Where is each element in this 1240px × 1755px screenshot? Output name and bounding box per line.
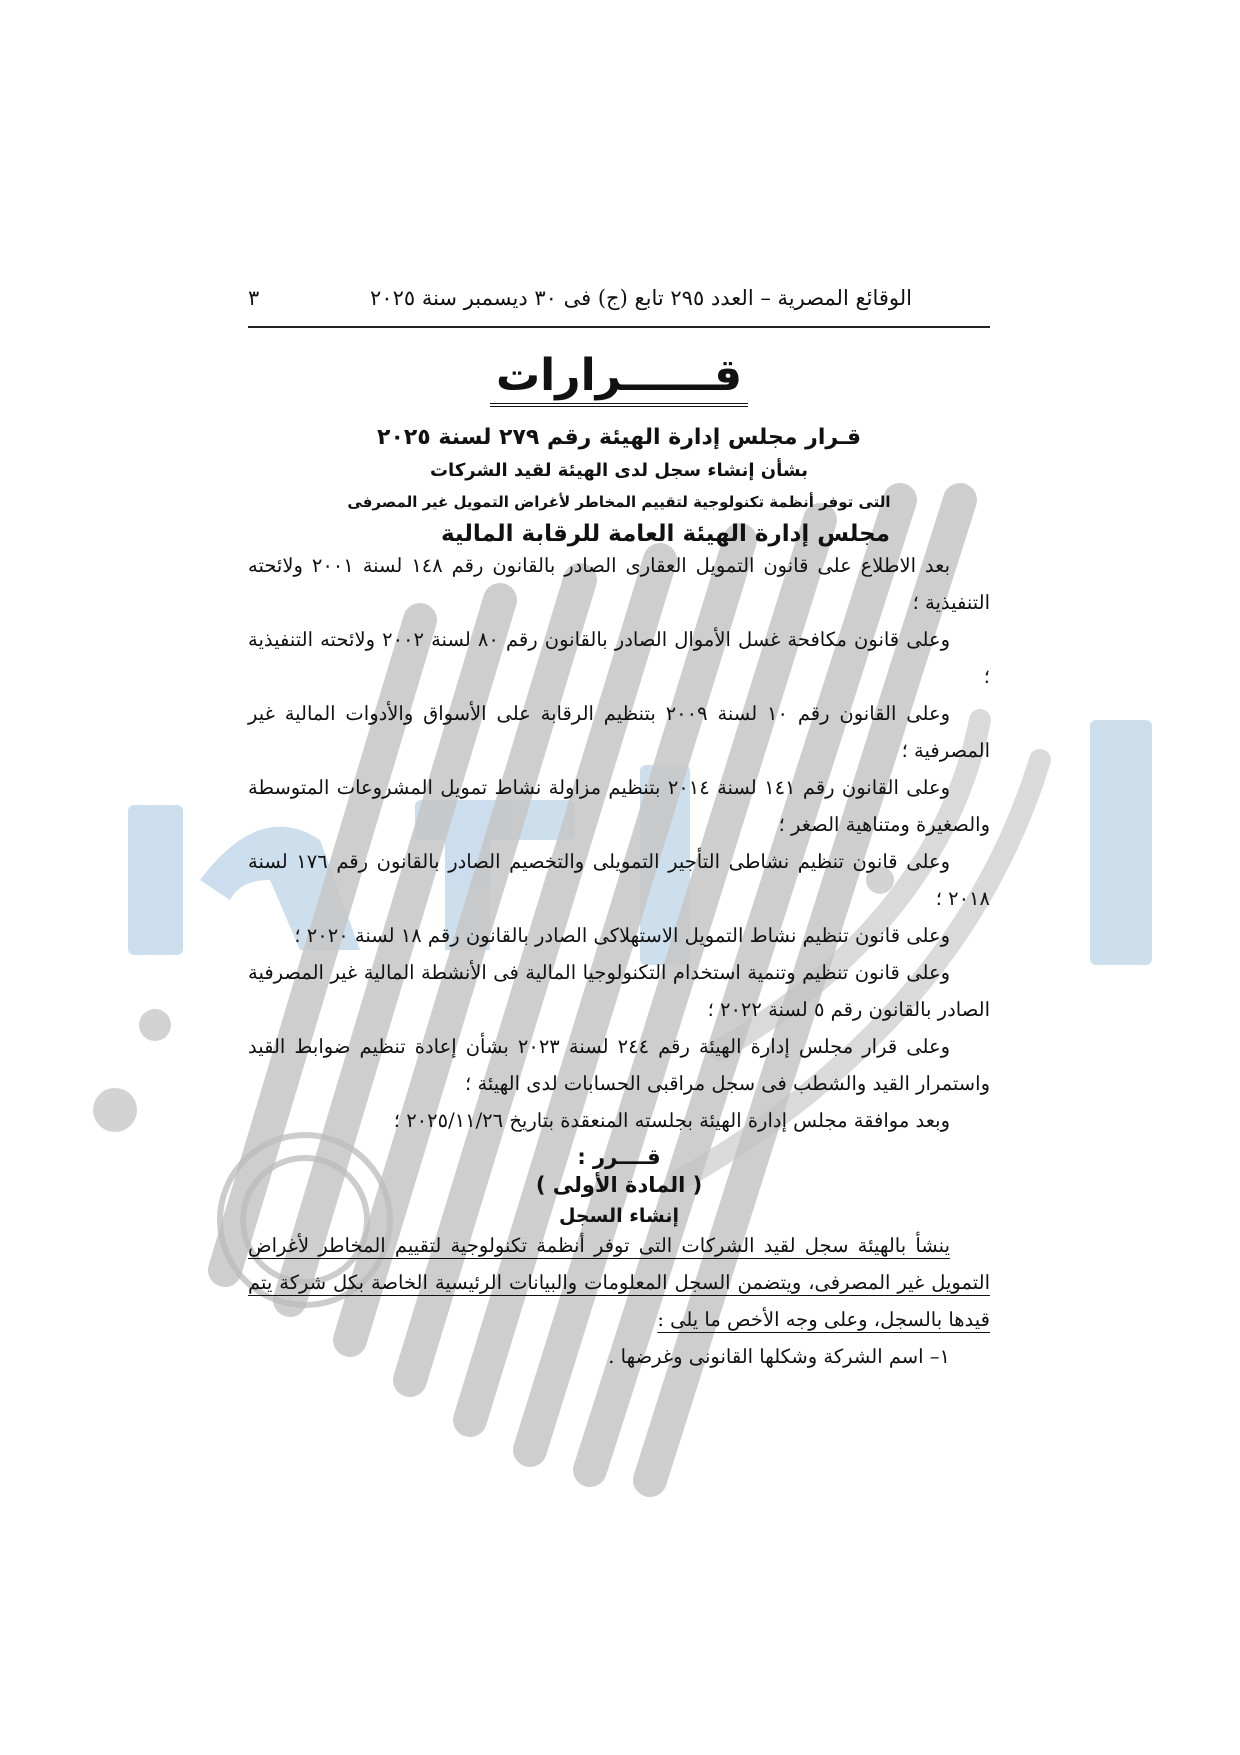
article-name: إنشاء السجل bbox=[558, 1205, 680, 1227]
preamble-paragraph: وعلى قرار مجلس إدارة الهيئة رقم ٢٤٤ لسنة ٢٠٢٣ بشأن إعادة تنظيم ضوابط القيد واستمرار القيد والشطب فى سجل مراقبى الحسابات لدى الهيئة ؛ bbox=[248, 1035, 990, 1095]
preamble-paragraph: وعلى قانون تنظيم نشاط التمويل الاستهلاكى الصادر بالقانون رقم ١٨ لسنة ٢٠٢٠ ؛ bbox=[294, 924, 950, 947]
article-item: ١– اسم الشركة وشكلها القانونى وغرضها . bbox=[608, 1345, 950, 1368]
decision-title: قـرار مجلس إدارة الهيئة رقم ٢٧٩ لسنة ٢٠٢٥ bbox=[377, 425, 861, 450]
preamble-paragraph: وعلى قانون مكافحة غسل الأموال الصادر بالقانون رقم ٨٠ لسنة ٢٠٠٢ ولائحته التنفيذية ؛ bbox=[248, 628, 990, 688]
preamble-paragraph: بعد الاطلاع على قانون التمويل العقارى الصادر بالقانون رقم ١٤٨ لسنة ٢٠٠١ ولائحته التنفيذية ؛ bbox=[248, 554, 990, 614]
article-number: ( المادة الأولى ) bbox=[535, 1173, 703, 1197]
preamble-paragraph: وعلى قانون تنظيم نشاطى التأجير التمويلى والتخصيم الصادر بالقانون رقم ١٧٦ لسنة ٢٠١٨ ؛ bbox=[248, 850, 990, 910]
decision-subtitle: بشأن إنشاء سجل لدى الهيئة لقيد الشركات bbox=[429, 460, 809, 481]
article-text: ينشأ بالهيئة سجل لقيد الشركات التى توفر أنظمة تكنولوجية لتقييم المخاطر لأغراض التمويل غير المصرفى، ويتضمن السجل المعلومات والبيانات الرئيسية الخاصة بكل شركة يتم قيدها بالسجل، وعلى وجه الأخص ما يلى : bbox=[248, 1234, 990, 1331]
preamble-paragraph: وعلى قانون تنظيم وتنمية استخدام التكنولوجيا المالية فى الأنشطة المالية غير المصرفية الصادر بالقانون رقم ٥ لسنة ٢٠٢٢ ؛ bbox=[248, 961, 990, 1021]
running-title: الوقائع المصرية – العدد ٢٩٥ تابع (ج) فى ٣٠ ديسمبر سنة ٢٠٢٥ bbox=[370, 286, 912, 310]
preamble-paragraph: وبعد موافقة مجلس إدارة الهيئة بجلسته المنعقدة بتاريخ ٢٠٢٥/١١/٢٦ ؛ bbox=[393, 1109, 950, 1132]
preamble bbox=[248, 547, 990, 1139]
running-header bbox=[248, 280, 990, 328]
preamble-paragraph: وعلى القانون رقم ١٤١ لسنة ٢٠١٤ بتنظيم مزاولة نشاط تمويل المشروعات المتوسطة والصغيرة ومتناهية الصغر ؛ bbox=[248, 776, 990, 836]
decree-label: قــــرر : bbox=[577, 1145, 661, 1169]
document-body bbox=[248, 280, 990, 1375]
decision-subtitle-2: التى توفر أنظمة تكنولوجية لتقييم المخاطر لأغراض التمويل غير المصرفى bbox=[347, 493, 891, 511]
section-title bbox=[248, 350, 990, 407]
section-title-text: قــــــرارات bbox=[490, 350, 748, 407]
preamble-paragraph: وعلى القانون رقم ١٠ لسنة ٢٠٠٩ بتنظيم الرقابة على الأسواق والأدوات المالية غير المصرفية ؛ bbox=[248, 702, 990, 762]
council-name: مجلس إدارة الهيئة العامة للرقابة المالية bbox=[440, 521, 890, 547]
page-number: ٣ bbox=[248, 286, 260, 310]
